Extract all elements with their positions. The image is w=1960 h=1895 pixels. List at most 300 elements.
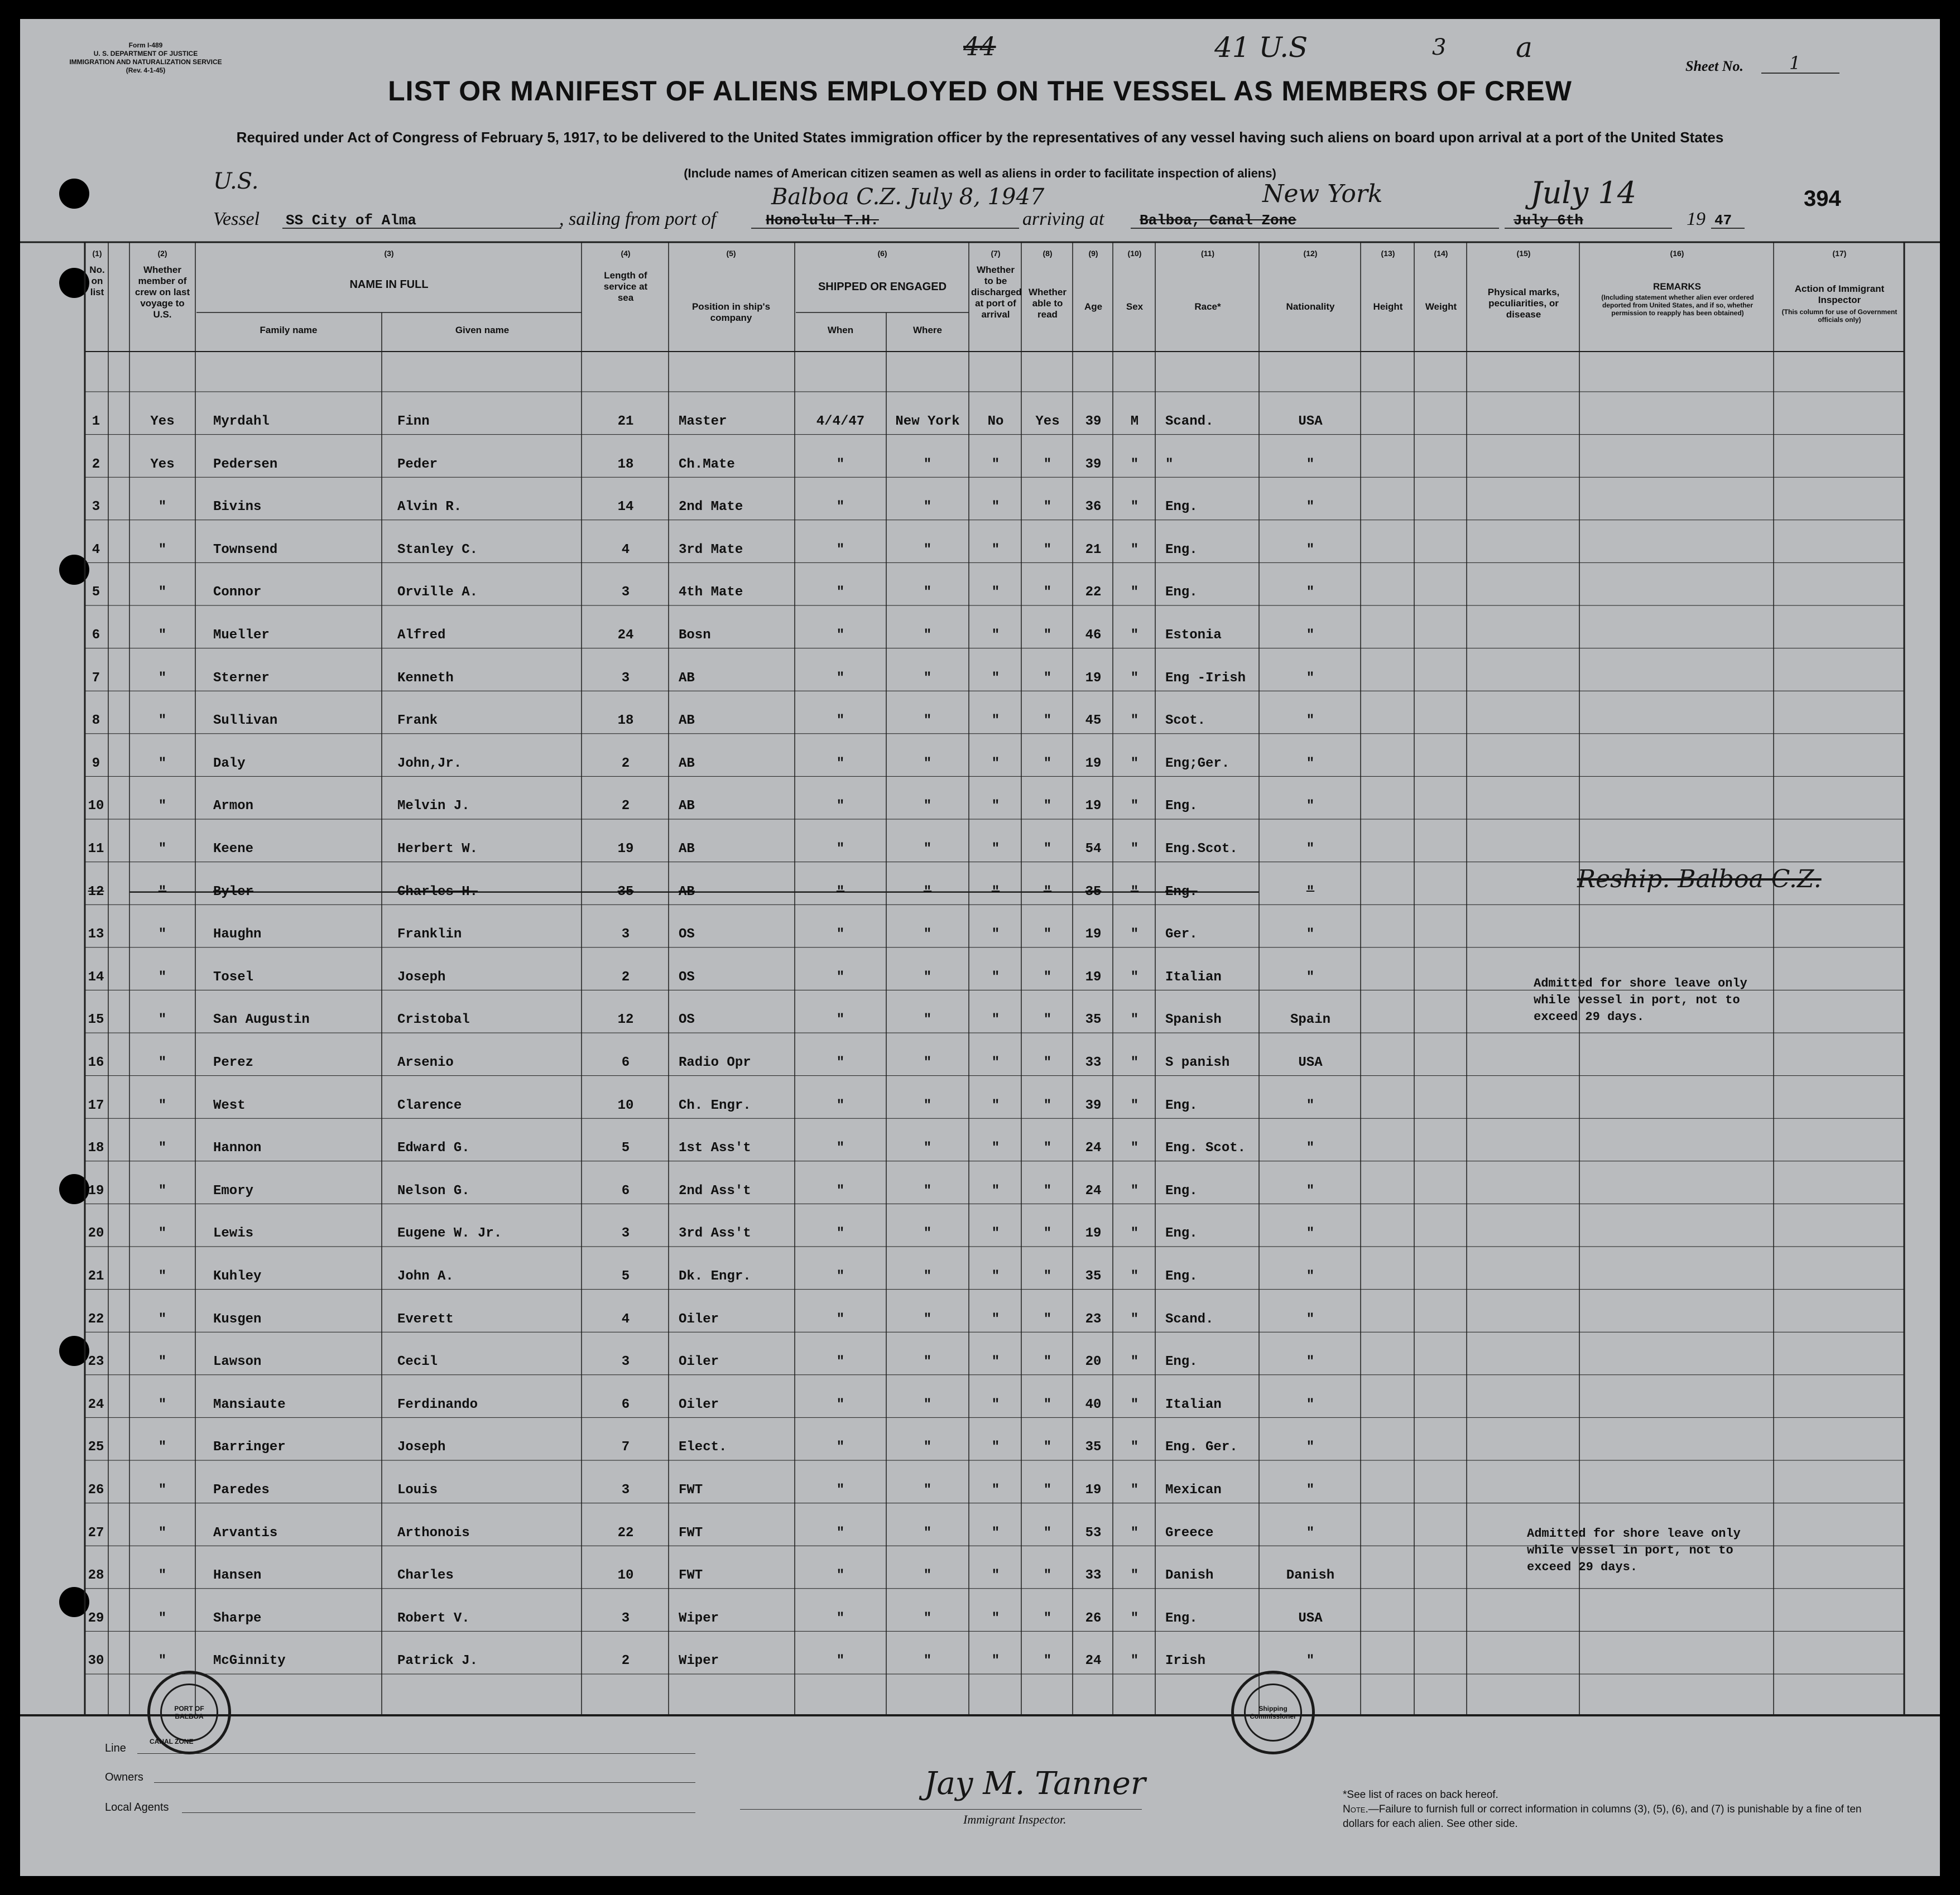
col-header-where: Where [913,325,942,335]
cell-where: " [923,1311,932,1327]
cell-where: " [923,969,932,985]
cell-last: " [158,1354,167,1370]
cell-position: Oiler [679,1311,719,1327]
cell-age: 19 [1085,927,1102,942]
cell-disch: " [991,884,1000,900]
cell-position: FWT [679,1525,703,1541]
cell-no: 20 [88,1226,104,1242]
cell-no: 23 [88,1354,104,1370]
cell-position: Radio Opr [679,1055,751,1070]
cell-where: " [923,1440,932,1455]
cell-given: Edward G. [397,1141,470,1156]
cell-position: AB [679,799,695,814]
cell-service: 10 [617,1568,634,1584]
cell-position: 2nd Mate [679,499,743,515]
col-header-nationality: Nationality [1286,301,1335,312]
cell-where: " [923,1141,932,1156]
cell-read: " [1043,1568,1052,1584]
cell-given: Herbert W. [397,841,478,857]
cell-no: 8 [92,713,100,729]
cell-nat: " [1306,1226,1315,1242]
col-num: (4) [621,249,631,258]
col-header-sex: Sex [1126,301,1144,312]
cell-where: " [923,628,932,643]
cell-no: 4 [92,542,100,557]
remark-shore-leave: Admitted for shore leave only while vessel in port, not to exceed 29 days. [1527,1527,1741,1574]
cell-age: 23 [1085,1311,1102,1327]
cell-service: 3 [621,585,630,600]
cell-disch: " [991,1483,1000,1498]
cell-position: OS [679,927,695,942]
cell-position: AB [679,713,695,729]
cell-last: " [158,1183,167,1199]
cell-given: Peder [397,456,438,472]
sailing-port-typed: Honolulu T.H. [766,212,879,229]
cell-race: Eng. [1165,1183,1198,1199]
cell-service: 3 [621,927,630,942]
cell-age: 40 [1085,1397,1102,1412]
cell-disch: " [991,1269,1000,1284]
cell-where: " [923,585,932,600]
cell-nat: Spain [1290,1012,1330,1028]
col-header-action: Action of Immigrant Inspector [1794,283,1885,305]
cell-race: Eng. Scot. [1165,1141,1246,1156]
cell-where: " [923,1354,932,1370]
cell-service: 22 [617,1525,634,1541]
cell-age: 39 [1085,1098,1102,1113]
cell-given: Orville A. [397,585,478,600]
cell-last: " [158,1525,167,1541]
cell-where: " [923,1012,932,1028]
cell-sex: " [1130,799,1139,814]
cell-sex: " [1130,927,1139,942]
cell-position: 3rd Ass't [679,1226,751,1242]
cell-service: 2 [621,1653,630,1669]
cell-sex: " [1130,1055,1139,1070]
col-header-action-sub: (This column for use of Government officials only) [1781,308,1897,324]
cell-race: Eng. [1165,1098,1198,1113]
cell-sex: " [1130,542,1139,557]
cell-nat: " [1306,841,1315,857]
cell-race: S panish [1165,1055,1230,1070]
cell-service: 5 [621,1269,630,1284]
cell-disch: " [991,670,1000,686]
cell-nat: " [1306,1098,1315,1113]
cell-when: " [836,1183,845,1199]
cell-last: " [158,1653,167,1669]
cell-given: Clarence [397,1098,462,1113]
handwritten-mark: 41 U.S [1214,31,1308,64]
form-dept: U. S. DEPARTMENT OF JUSTICE [93,50,198,57]
cell-sex: M [1130,414,1139,429]
cell-sex: " [1130,1098,1139,1113]
cell-disch: " [991,1098,1000,1113]
year-value: 47 [1714,212,1732,229]
cell-read: " [1043,1440,1052,1455]
cell-disch: " [991,1397,1000,1412]
arriving-port-handwritten: New York [1262,180,1383,208]
cell-sex: " [1130,1311,1139,1327]
cell-last: " [158,1055,167,1070]
cell-no: 9 [92,756,100,771]
cell-last: Yes [150,414,175,429]
cell-last: " [158,1098,167,1113]
cell-nat: " [1306,542,1315,557]
cell-no: 11 [88,841,104,857]
cell-read: " [1043,499,1052,515]
cell-where: " [923,1397,932,1412]
cell-where: " [923,1525,932,1541]
cell-nat: " [1306,1483,1315,1498]
col-header-shipped: SHIPPED OR ENGAGED [818,281,947,293]
cell-last: " [158,927,167,942]
cell-age: 35 [1085,884,1102,900]
col-header-discharged: Whether to be discharged at port of arrival [971,264,1022,320]
cell-service: 3 [621,1226,630,1242]
cell-read: " [1043,884,1052,900]
cell-last: " [158,1610,167,1626]
cell-nat: USA [1298,414,1323,429]
vessel-name: SS City of Alma [286,212,417,229]
cell-no: 1 [92,414,100,429]
cell-sex: " [1130,628,1139,643]
cell-read: " [1043,1269,1052,1284]
col-num: (5) [726,249,736,258]
cell-service: 6 [621,1183,630,1199]
cell-no: 30 [88,1653,104,1669]
cell-race: Mexican [1165,1483,1222,1498]
cell-where: " [923,884,932,900]
cell-no: 21 [88,1269,104,1284]
cell-sex: " [1130,1610,1139,1626]
cell-where: " [923,1610,932,1626]
cell-race: Eng. [1165,1610,1198,1626]
sheet-number-value: 1 [1789,52,1801,74]
col-header-family-name: Family name [260,325,318,335]
cell-disch: " [991,1055,1000,1070]
cell-where: " [923,499,932,515]
cell-last: " [158,1012,167,1028]
cell-last: " [158,670,167,686]
cell-position: 3rd Mate [679,542,743,557]
col-header-weight: Weight [1425,301,1457,312]
cell-position: Ch. Engr. [679,1098,751,1113]
cell-where: " [923,1653,932,1669]
sheet-number-label: Sheet No. [1685,58,1743,74]
cell-race: Irish [1165,1653,1206,1669]
col-header-position: Position in ship's company [691,301,771,323]
cell-age: 19 [1085,1226,1102,1242]
cell-no: 29 [88,1610,104,1626]
cell-family: Sterner [213,670,270,686]
cell-when: " [836,713,845,729]
cell-when: " [836,1141,845,1156]
cell-nat: " [1306,1440,1315,1455]
cell-age: 26 [1085,1610,1102,1626]
cell-where: " [923,1568,932,1584]
cell-where: New York [895,414,960,429]
cell-sex: " [1130,1354,1139,1370]
cell-disch: " [991,499,1000,515]
races-note: *See list of races on back hereof. [1343,1789,1498,1801]
sailing-label: , sailing from port of [559,209,717,229]
remark-handwritten: Reship. Balboa C.Z. [1577,865,1822,893]
cell-given: Everett [397,1311,454,1327]
cell-last: " [158,799,167,814]
cell-when: " [836,884,845,900]
col-num: (7) [991,249,1001,258]
cell-when: " [836,799,845,814]
cell-position: Wiper [679,1610,719,1626]
cell-service: 4 [621,542,630,557]
cell-family: Hannon [213,1141,262,1156]
cell-no: 12 [88,884,104,900]
cell-family: Pedersen [213,456,278,472]
cell-family: West [213,1098,246,1113]
cell-when: " [836,670,845,686]
col-num: (14) [1434,249,1448,258]
cell-read: " [1043,1610,1052,1626]
arriving-port-typed: Balboa, Canal Zone [1140,212,1296,229]
cell-sex: " [1130,585,1139,600]
cell-position: OS [679,1012,695,1028]
cell-given: John A. [397,1269,454,1284]
cell-no: 18 [88,1141,104,1156]
cell-race: Scand. [1165,1311,1214,1327]
cell-age: 33 [1085,1568,1102,1584]
col-num: (13) [1381,249,1395,258]
cell-position: 4th Mate [679,585,743,600]
col-header-remarks-sub: (Including statement whether alien ever ordered deported from United States, and if so, whether permission to reapply has been obtained) [1601,294,1754,317]
col-header-age: Age [1084,301,1103,312]
cell-nat: " [1306,1653,1315,1669]
cell-last: " [158,499,167,515]
col-header-remarks: REMARKS [1653,281,1701,292]
cell-family: Armon [213,799,254,814]
cell-nat: " [1306,1183,1315,1199]
cell-no: 27 [88,1525,104,1541]
cell-service: 3 [621,1354,630,1370]
cell-disch: " [991,1226,1000,1242]
cell-sex: " [1130,456,1139,472]
inspector-signature: Jay M. Tanner [924,1766,1146,1802]
col-header-no: No. on list [89,264,105,297]
cell-position: FWT [679,1483,703,1498]
cell-where: " [923,1055,932,1070]
cell-family: Emory [213,1183,254,1199]
vessel-label: Vessel [213,209,260,229]
cell-race: Scot. [1165,713,1206,729]
remark-shore-leave: Admitted for shore leave only while vessel in port, not to exceed 29 days. [1534,977,1747,1024]
cell-service: 18 [617,713,634,729]
cell-when: " [836,841,845,857]
cell-disch: " [991,799,1000,814]
cell-service: 3 [621,1483,630,1498]
cell-service: 35 [617,884,634,900]
cell-family: Sullivan [213,713,278,729]
cell-last: " [158,1568,167,1584]
cell-read: " [1043,670,1052,686]
cell-age: 21 [1085,542,1102,557]
cell-last: Yes [150,456,175,472]
cell-no: 14 [88,969,104,985]
cell-no: 10 [88,799,104,814]
cell-age: 35 [1085,1269,1102,1284]
cell-race: Scand. [1165,414,1214,429]
cell-when: " [836,1568,845,1584]
port-stamp: Shipping Commissioner [1231,1671,1315,1754]
form-number: Form I-489 [128,41,163,49]
cell-race: Eng. [1165,799,1198,814]
cell-given: Arthonois [397,1525,470,1541]
cell-given: Louis [397,1483,438,1498]
cell-when: " [836,1483,845,1498]
form-rev: (Rev. 4-1-45) [126,66,166,74]
cell-service: 3 [621,1610,630,1626]
cell-position: Ch.Mate [679,456,735,472]
cell-age: 24 [1085,1653,1102,1669]
cell-where: " [923,1183,932,1199]
cell-last: " [158,1440,167,1455]
cell-race: Eng;Ger. [1165,756,1230,771]
cell-last: " [158,1269,167,1284]
col-num: (10) [1127,249,1142,258]
cell-service: 5 [621,1141,630,1156]
cell-given: Finn [397,414,430,429]
cell-sex: " [1130,1653,1139,1669]
cell-where: " [923,1226,932,1242]
cell-last: " [158,756,167,771]
cell-sex: " [1130,1269,1139,1284]
page-title: LIST OR MANIFEST OF ALIENS EMPLOYED ON THE VESSEL AS MEMBERS OF CREW [388,75,1572,107]
cell-service: 7 [621,1440,630,1455]
cell-given: Charles [397,1568,454,1584]
cell-where: " [923,542,932,557]
cell-when: " [836,585,845,600]
cell-age: 45 [1085,713,1102,729]
cell-where: " [923,713,932,729]
cell-sex: " [1130,1483,1139,1498]
cell-service: 14 [617,499,634,515]
cell-age: 24 [1085,1183,1102,1199]
form-service: IMMIGRATION AND NATURALIZATION SERVICE [69,58,222,66]
cell-family: McGinnity [213,1653,286,1669]
cell-sex: " [1130,1012,1139,1028]
cell-sex: " [1130,499,1139,515]
cell-position: AB [679,756,695,771]
cell-nat: Danish [1286,1568,1335,1584]
cell-age: 22 [1085,585,1102,600]
cell-when: " [836,756,845,771]
cell-last: " [158,1397,167,1412]
cell-sex: " [1130,756,1139,771]
cell-last: " [158,713,167,729]
cell-nat: " [1306,1525,1315,1541]
col-num: (11) [1200,249,1215,258]
cell-last: " [158,969,167,985]
cell-family: Lawson [213,1354,262,1370]
requirement-text: Required under Act of Congress of February 5, 1917, to be delivered to the United States immigration officer by the representatives of any vessel having such aliens on board upon arrival at a port of the United States [236,129,1724,146]
cell-nat: " [1306,1141,1315,1156]
cell-disch: " [991,1012,1000,1028]
cell-family: Paredes [213,1483,270,1498]
cell-family: Hansen [213,1568,262,1584]
cell-disch: " [991,1568,1000,1584]
cell-no: 28 [88,1568,104,1584]
cell-age: 19 [1085,969,1102,985]
cell-service: 12 [617,1012,634,1028]
cell-read: " [1043,927,1052,942]
cell-disch: " [991,542,1000,557]
cell-service: 3 [621,670,630,686]
cell-race: Eng. [1165,1269,1198,1284]
arrival-date-typed: July 6th [1514,212,1583,229]
cell-age: 24 [1085,1141,1102,1156]
cell-given: Cristobal [397,1012,470,1028]
cell-where: " [923,841,932,857]
cell-family: Arvantis [213,1525,278,1541]
cell-last: " [158,542,167,557]
cell-given: Nelson G. [397,1183,470,1199]
cell-position: FWT [679,1568,703,1584]
cell-read: Yes [1035,414,1060,429]
cell-service: 18 [617,456,634,472]
cell-no: 7 [92,670,100,686]
cell-where: " [923,670,932,686]
cell-race: Eng. [1165,884,1198,900]
cell-disch: " [991,927,1000,942]
cell-read: " [1043,1397,1052,1412]
cell-nat: " [1306,1397,1315,1412]
cell-read: " [1043,1183,1052,1199]
cell-when: " [836,1397,845,1412]
cell-read: " [1043,841,1052,857]
cell-position: Oiler [679,1397,719,1412]
cell-where: " [923,927,932,942]
cell-sex: " [1130,1397,1139,1412]
cell-race: Eng. [1165,542,1198,557]
cell-nat: " [1306,670,1315,686]
col-num: (16) [1670,249,1684,258]
cell-given: Franklin [397,927,462,942]
cell-age: 46 [1085,628,1102,643]
cell-read: " [1043,1483,1052,1498]
footer-agents-label: Local Agents [105,1801,169,1814]
cell-nat: " [1306,499,1315,515]
cell-read: " [1043,1141,1052,1156]
cell-age: 36 [1085,499,1102,515]
cell-nat: " [1306,1311,1315,1327]
cell-given: Cecil [397,1354,438,1370]
cell-given: John,Jr. [397,756,462,771]
cell-given: Arsenio [397,1055,454,1070]
cell-no: 5 [92,585,100,600]
cell-where: " [923,1269,932,1284]
cell-nat: " [1306,456,1315,472]
cell-last: " [158,1483,167,1498]
cell-when: " [836,1012,845,1028]
cell-no: 17 [88,1098,104,1113]
cell-position: AB [679,884,695,900]
cell-read: " [1043,1226,1052,1242]
cell-service: 4 [621,1311,630,1327]
cell-when: " [836,456,845,472]
cell-nat: " [1306,756,1315,771]
cell-read: " [1043,1098,1052,1113]
cell-race: Greece [1165,1525,1214,1541]
cell-family: Byler [213,884,254,900]
cell-no: 16 [88,1055,104,1070]
